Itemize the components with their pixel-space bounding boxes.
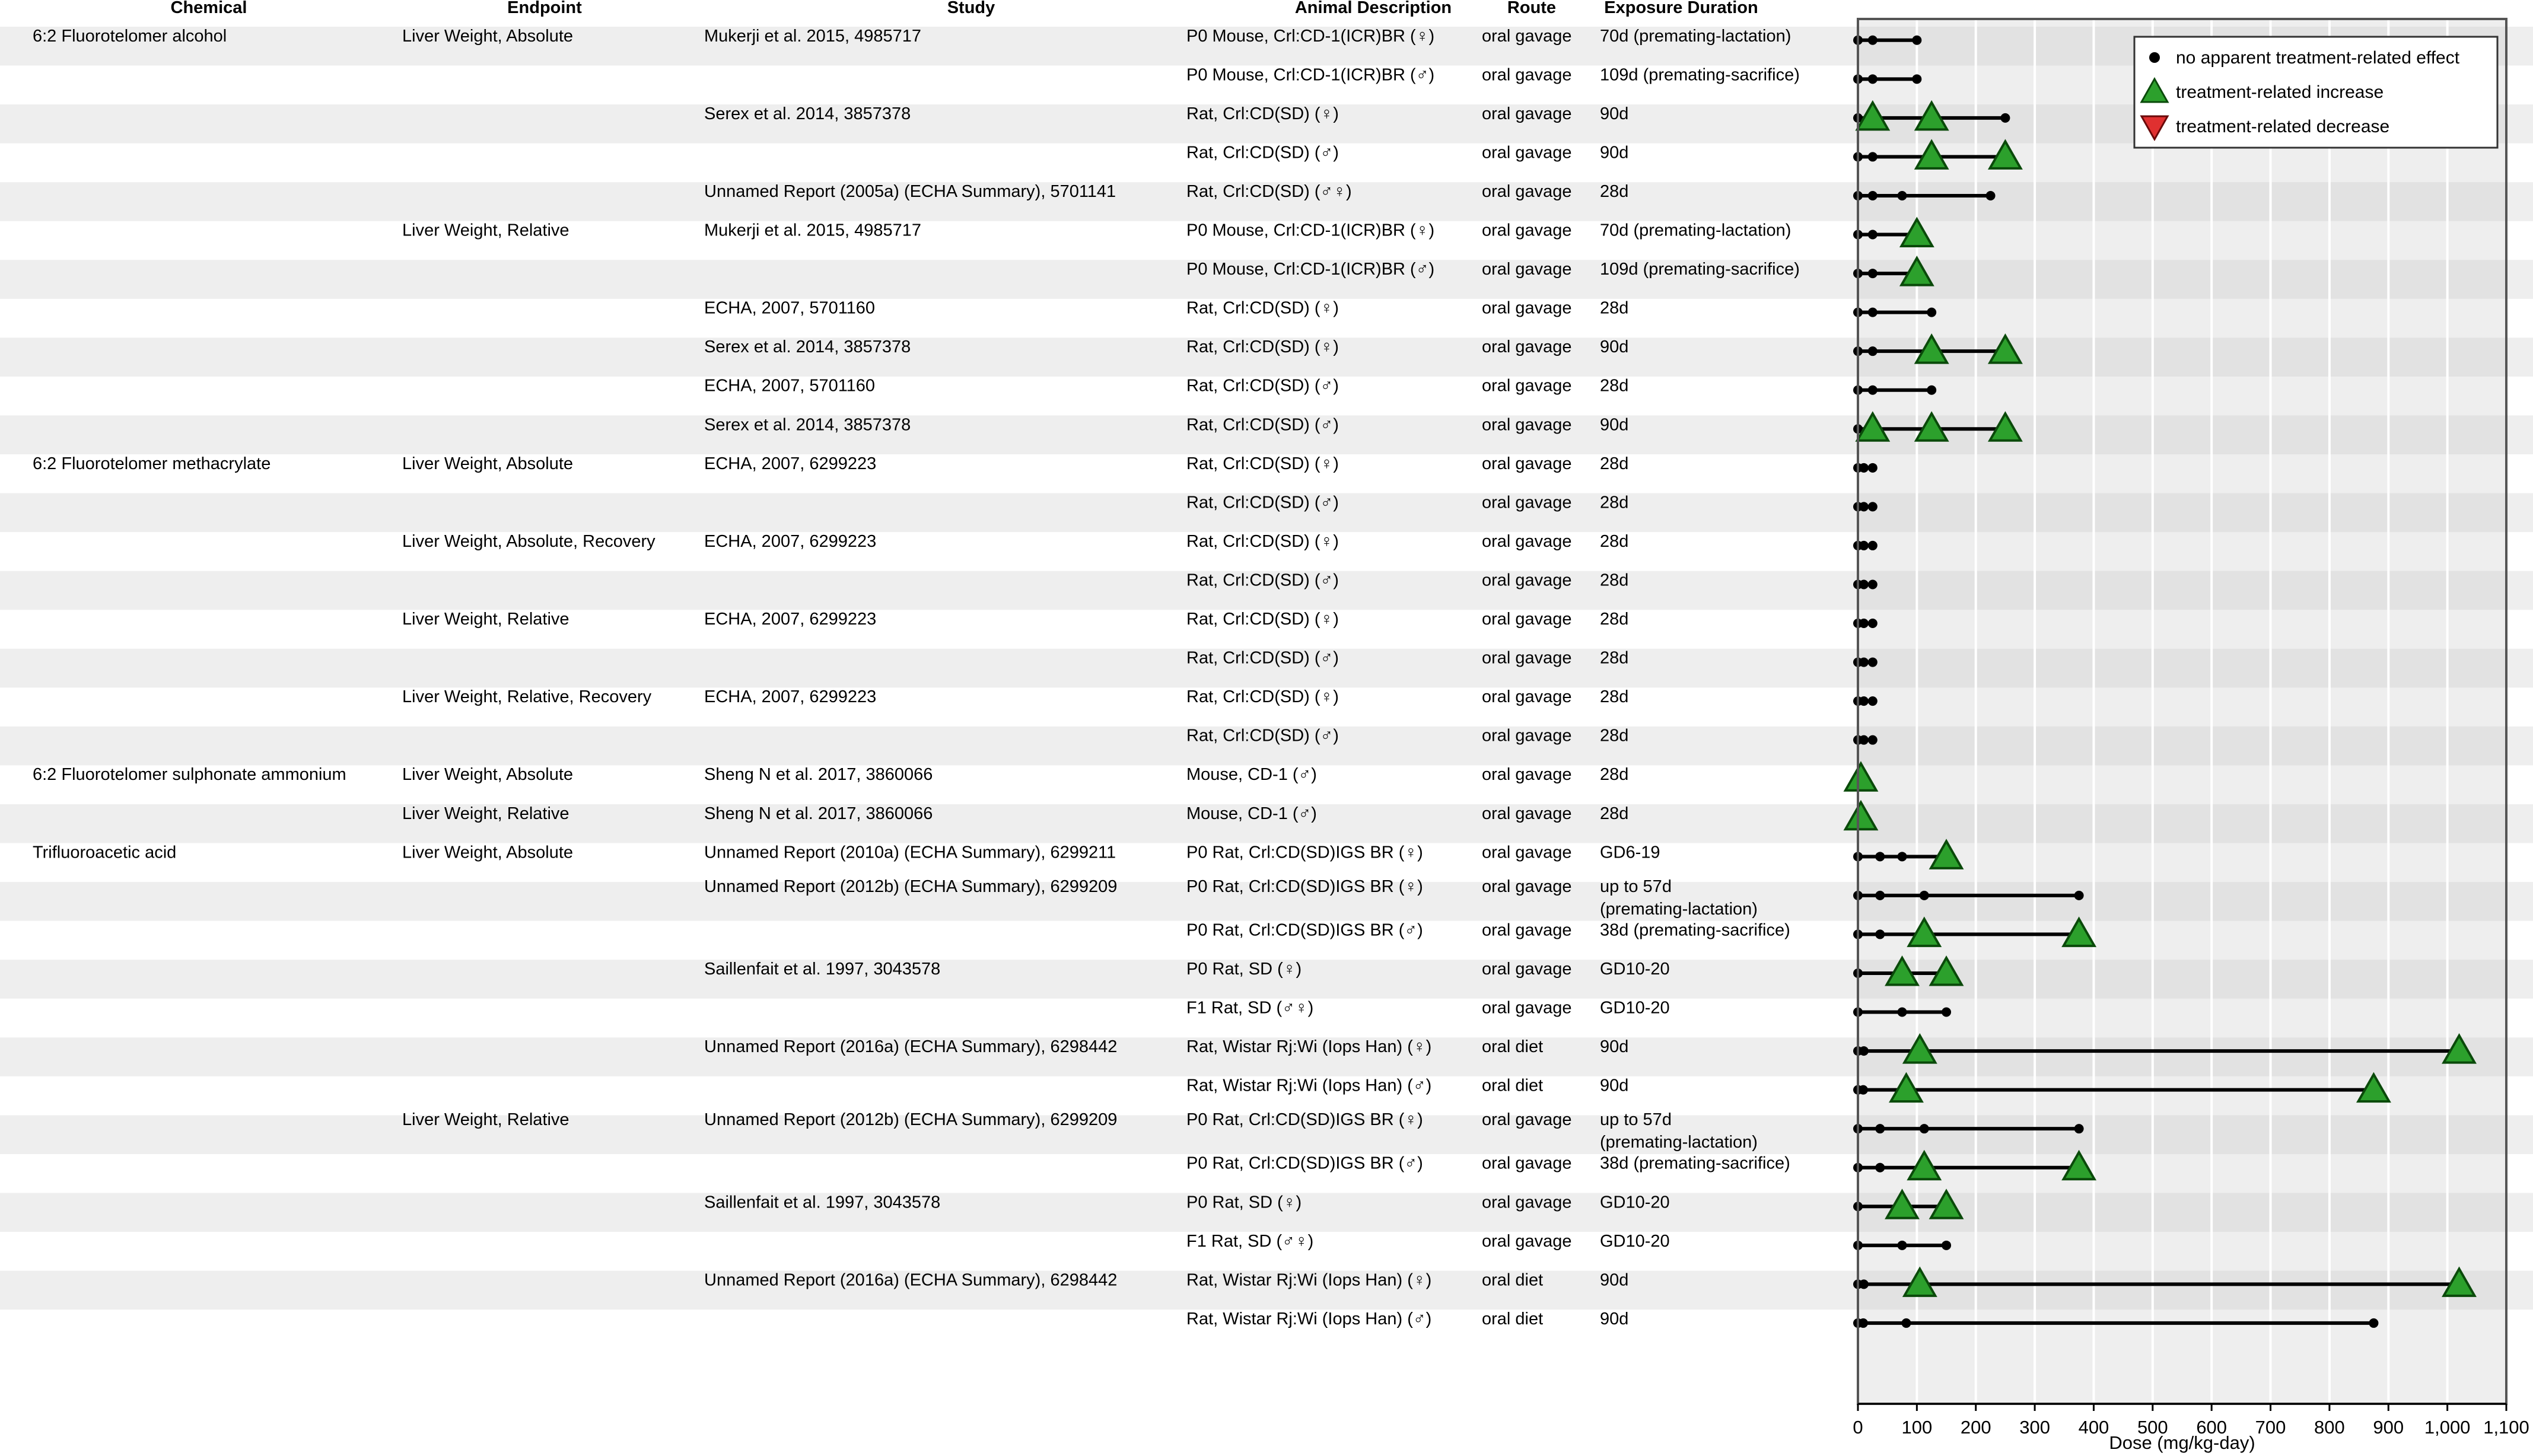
- duration-cell: 28d: [1600, 571, 1629, 590]
- x-tick-label: 700: [2255, 1417, 2286, 1438]
- duration-cell: 90d: [1600, 104, 1629, 123]
- duration-cell: 90d: [1600, 415, 1629, 435]
- animal-cell: Rat, Crl:CD(SD) (♂): [1186, 143, 1339, 163]
- column-header: Exposure Duration: [1604, 0, 1758, 17]
- no-effect-marker: [1868, 269, 1878, 278]
- chemical-cell: 6:2 Fluorotelomer methacrylate: [33, 454, 271, 473]
- no-effect-marker: [1875, 891, 1885, 900]
- route-cell: oral diet: [1482, 1037, 1544, 1057]
- animal-cell: Rat, Crl:CD(SD) (♂): [1186, 376, 1339, 396]
- animal-cell: P0 Rat, SD (♀): [1186, 1193, 1302, 1212]
- study-cell: Unnamed Report (2016a) (ECHA Summary), 6298442: [704, 1037, 1118, 1057]
- animal-cell: P0 Rat, Crl:CD(SD)IGS BR (♀): [1186, 1110, 1423, 1130]
- duration-cell: 90d: [1600, 1309, 1629, 1328]
- duration-cell: 28d: [1600, 454, 1629, 473]
- chemical-cell: 6:2 Fluorotelomer sulphonate ammonium: [33, 765, 346, 785]
- no-effect-marker: [1859, 1046, 1869, 1056]
- duration-cell: 28d: [1600, 298, 1629, 318]
- plot-row-shade: [1858, 649, 2506, 688]
- no-effect-marker: [1868, 463, 1878, 473]
- no-effect-marker: [1875, 1124, 1885, 1133]
- study-cell: Serex et al. 2014, 3857378: [704, 337, 911, 357]
- x-tick-label: 200: [1960, 1417, 1991, 1438]
- duration-cell: 90d: [1600, 1076, 1629, 1095]
- duration-cell: 90d: [1600, 337, 1629, 357]
- route-cell: oral gavage: [1482, 1193, 1572, 1212]
- endpoint-cell: Liver Weight, Absolute: [402, 454, 574, 473]
- plot-row-shade: [1858, 493, 2506, 533]
- endpoint-cell: Liver Weight, Relative: [402, 1110, 569, 1130]
- route-cell: oral gavage: [1482, 376, 1572, 396]
- animal-cell: Rat, Crl:CD(SD) (♀): [1186, 337, 1339, 357]
- duration-cell: 90d: [1600, 1270, 1629, 1290]
- animal-cell: Rat, Wistar Rj:Wi (Iops Han) (♀): [1186, 1270, 1432, 1290]
- duration-cell: 90d: [1600, 143, 1629, 163]
- animal-cell: Rat, Crl:CD(SD) (♀): [1186, 298, 1339, 318]
- legend-no-effect-marker: [2149, 52, 2160, 63]
- animal-cell: P0 Rat, Crl:CD(SD)IGS BR (♂): [1186, 1154, 1423, 1173]
- duration-cell: GD10-20: [1600, 1231, 1670, 1251]
- no-effect-marker: [1912, 36, 1921, 45]
- plot-row-shade: [1858, 727, 2506, 766]
- animal-cell: Rat, Crl:CD(SD) (♂): [1186, 726, 1339, 745]
- route-cell: oral gavage: [1482, 877, 1572, 896]
- study-cell: ECHA, 2007, 6299223: [704, 531, 877, 551]
- no-effect-marker: [1912, 74, 1921, 84]
- x-tick-label: 500: [2137, 1417, 2168, 1438]
- no-effect-marker: [1868, 191, 1878, 200]
- route-cell: oral gavage: [1482, 1154, 1572, 1173]
- no-effect-marker: [1868, 541, 1878, 550]
- x-axis-label: Dose (mg/kg-day): [2109, 1432, 2255, 1453]
- route-cell: oral gavage: [1482, 648, 1572, 668]
- animal-cell: Rat, Crl:CD(SD) (♂♀): [1186, 181, 1352, 201]
- no-effect-marker: [2074, 1124, 2084, 1133]
- plot-row-shade: [1858, 337, 2506, 377]
- no-effect-marker: [1859, 696, 1869, 706]
- no-effect-marker: [1859, 1085, 1868, 1095]
- duration-cell: GD10-20: [1600, 959, 1670, 979]
- animal-cell: P0 Mouse, Crl:CD-1(ICR)BR (♀): [1186, 26, 1435, 46]
- no-effect-marker: [1898, 1008, 1907, 1017]
- animal-cell: Rat, Crl:CD(SD) (♂): [1186, 493, 1339, 512]
- route-cell: oral gavage: [1482, 260, 1572, 279]
- plot-row-shade: [1858, 182, 2506, 221]
- duration-cell: 28d: [1600, 610, 1629, 629]
- animal-cell: Mouse, CD-1 (♂): [1186, 765, 1317, 785]
- column-header: Chemical: [170, 0, 247, 17]
- study-cell: Unnamed Report (2012b) (ECHA Summary), 6299209: [704, 877, 1118, 896]
- x-tick-label: 600: [2196, 1417, 2227, 1438]
- plot-row-shade: [1858, 1271, 2506, 1310]
- animal-cell: P0 Mouse, Crl:CD-1(ICR)BR (♂): [1186, 65, 1435, 85]
- animal-cell: Rat, Crl:CD(SD) (♀): [1186, 104, 1339, 123]
- x-tick-label: 400: [2078, 1417, 2109, 1438]
- animal-cell: F1 Rat, SD (♂♀): [1186, 1231, 1314, 1251]
- route-cell: oral gavage: [1482, 26, 1572, 46]
- plot-row-shade: [1858, 882, 2506, 921]
- no-effect-marker: [1859, 735, 1869, 745]
- no-effect-marker: [1898, 191, 1907, 200]
- duration-cell: 28d: [1600, 804, 1629, 823]
- legend-label: treatment-related increase: [2176, 82, 2384, 102]
- column-header: Study: [947, 0, 995, 17]
- endpoint-cell: Liver Weight, Absolute: [402, 765, 574, 785]
- route-cell: oral gavage: [1482, 998, 1572, 1018]
- plot-row-shade: [1858, 804, 2506, 843]
- route-cell: oral diet: [1482, 1309, 1544, 1328]
- endpoint-cell: Liver Weight, Absolute: [402, 843, 574, 862]
- route-cell: oral gavage: [1482, 920, 1572, 940]
- animal-cell: P0 Mouse, Crl:CD-1(ICR)BR (♂): [1186, 260, 1435, 279]
- animal-cell: P0 Rat, Crl:CD(SD)IGS BR (♀): [1186, 843, 1423, 862]
- no-effect-marker: [1859, 541, 1869, 550]
- route-cell: oral gavage: [1482, 493, 1572, 512]
- duration-cell: GD10-20: [1600, 998, 1670, 1018]
- duration-cell: 28d: [1600, 181, 1629, 201]
- x-tick-label: 0: [1853, 1417, 1863, 1438]
- animal-cell: Mouse, CD-1 (♂): [1186, 804, 1317, 823]
- animal-cell: Rat, Crl:CD(SD) (♂): [1186, 648, 1339, 668]
- study-cell: ECHA, 2007, 5701160: [704, 376, 876, 396]
- no-effect-marker: [1868, 658, 1878, 667]
- duration-cell: 28d: [1600, 493, 1629, 512]
- duration-cell: up to 57d: [1600, 877, 1672, 896]
- no-effect-marker: [1986, 191, 1996, 200]
- animal-cell: Rat, Crl:CD(SD) (♀): [1186, 610, 1339, 629]
- no-effect-marker: [1868, 696, 1878, 706]
- no-effect-marker: [1868, 74, 1878, 84]
- no-effect-marker: [1859, 463, 1869, 473]
- endpoint-cell: Liver Weight, Relative: [402, 610, 569, 629]
- animal-cell: P0 Rat, SD (♀): [1186, 959, 1302, 979]
- study-cell: ECHA, 2007, 5701160: [704, 298, 876, 318]
- duration-cell: 28d: [1600, 726, 1629, 745]
- no-effect-marker: [1859, 579, 1869, 589]
- route-cell: oral gavage: [1482, 454, 1572, 473]
- duration-cell: 28d: [1600, 376, 1629, 396]
- legend-label: treatment-related decrease: [2176, 117, 2390, 136]
- route-cell: oral gavage: [1482, 726, 1572, 745]
- route-cell: oral gavage: [1482, 571, 1572, 590]
- no-effect-marker: [1859, 658, 1869, 667]
- route-cell: oral gavage: [1482, 765, 1572, 785]
- duration-cell: 109d (premating-sacrifice): [1600, 65, 1800, 85]
- endpoint-cell: Liver Weight, Absolute: [402, 26, 574, 46]
- no-effect-marker: [1920, 1124, 1929, 1133]
- no-effect-marker: [1868, 152, 1878, 161]
- no-effect-marker: [2000, 113, 2010, 123]
- x-tick-label: 300: [2019, 1417, 2050, 1438]
- animal-cell: P0 Rat, Crl:CD(SD)IGS BR (♂): [1186, 920, 1423, 940]
- route-cell: oral diet: [1482, 1076, 1544, 1095]
- x-tick-label: 1,000: [2424, 1417, 2471, 1438]
- no-effect-marker: [1875, 1163, 1885, 1173]
- duration-cell: 70d (premating-lactation): [1600, 26, 1791, 46]
- no-effect-marker: [1875, 852, 1885, 861]
- route-cell: oral gavage: [1482, 804, 1572, 823]
- no-effect-marker: [1942, 1241, 1951, 1250]
- animal-cell: Rat, Crl:CD(SD) (♀): [1186, 687, 1339, 707]
- no-effect-marker: [1927, 385, 1936, 395]
- duration-cell: 38d (premating-sacrifice): [1600, 920, 1790, 940]
- no-effect-marker: [1898, 852, 1907, 861]
- endpoint-cell: Liver Weight, Relative: [402, 221, 569, 240]
- study-cell: Unnamed Report (2016a) (ECHA Summary), 6298442: [704, 1270, 1118, 1290]
- route-cell: oral gavage: [1482, 143, 1572, 163]
- animal-cell: Rat, Crl:CD(SD) (♂): [1186, 571, 1339, 590]
- plot-row-shade: [1858, 1037, 2506, 1076]
- column-header: Animal Description: [1294, 0, 1452, 17]
- duration-cell: (premating-lactation): [1600, 899, 1758, 919]
- x-tick-label: 800: [2314, 1417, 2345, 1438]
- no-effect-marker: [1942, 1008, 1951, 1017]
- study-cell: Saillenfait et al. 1997, 3043578: [704, 1193, 941, 1212]
- no-effect-marker: [1859, 502, 1869, 511]
- study-cell: Saillenfait et al. 1997, 3043578: [704, 959, 941, 979]
- no-effect-marker: [1920, 891, 1929, 900]
- route-cell: oral gavage: [1482, 337, 1572, 357]
- study-cell: Sheng N et al. 2017, 3860066: [704, 765, 933, 785]
- study-cell: ECHA, 2007, 6299223: [704, 610, 877, 629]
- route-cell: oral gavage: [1482, 959, 1572, 979]
- no-effect-marker: [1927, 308, 1936, 317]
- chemical-cell: 6:2 Fluorotelomer alcohol: [33, 26, 227, 46]
- study-cell: ECHA, 2007, 6299223: [704, 687, 877, 707]
- duration-cell: 28d: [1600, 687, 1629, 707]
- legend-label: no apparent treatment-related effect: [2176, 48, 2460, 68]
- no-effect-marker: [1868, 502, 1878, 511]
- plot-row-shade: [1858, 260, 2506, 299]
- no-effect-marker: [1868, 579, 1878, 589]
- no-effect-marker: [2369, 1318, 2378, 1328]
- animal-cell: Rat, Wistar Rj:Wi (Iops Han) (♂): [1186, 1309, 1432, 1328]
- legend: [2134, 37, 2497, 148]
- duration-cell: 28d: [1600, 531, 1629, 551]
- duration-cell: 28d: [1600, 765, 1629, 785]
- x-axis: [1853, 1404, 2529, 1453]
- duration-cell: up to 57d: [1600, 1110, 1672, 1130]
- no-effect-marker: [1868, 385, 1878, 395]
- animal-cell: F1 Rat, SD (♂♀): [1186, 998, 1314, 1018]
- animal-cell: Rat, Crl:CD(SD) (♀): [1186, 531, 1339, 551]
- duration-cell: 28d: [1600, 648, 1629, 668]
- study-cell: Mukerji et al. 2015, 4985717: [704, 26, 921, 46]
- no-effect-marker: [1859, 1279, 1869, 1289]
- endpoint-cell: Liver Weight, Absolute, Recovery: [402, 531, 655, 551]
- no-effect-marker: [1868, 346, 1878, 356]
- animal-cell: Rat, Crl:CD(SD) (♂): [1186, 415, 1339, 435]
- column-header: Route: [1507, 0, 1557, 17]
- animal-cell: P0 Mouse, Crl:CD-1(ICR)BR (♀): [1186, 221, 1435, 240]
- route-cell: oral gavage: [1482, 1231, 1572, 1251]
- duration-cell: 38d (premating-sacrifice): [1600, 1154, 1790, 1173]
- route-cell: oral gavage: [1482, 687, 1572, 707]
- route-cell: oral gavage: [1482, 610, 1572, 629]
- endpoint-cell: Liver Weight, Relative, Recovery: [402, 687, 652, 707]
- x-tick-label: 100: [1901, 1417, 1933, 1438]
- endpoint-cell: Liver Weight, Relative: [402, 804, 569, 823]
- route-cell: oral gavage: [1482, 104, 1572, 123]
- duration-cell: (premating-lactation): [1600, 1133, 1758, 1152]
- column-headers: [171, 0, 1758, 17]
- no-effect-marker: [2074, 891, 2084, 900]
- chemical-cell: Trifluoroacetic acid: [33, 843, 177, 862]
- column-header: Endpoint: [507, 0, 582, 17]
- x-tick-label: 900: [2373, 1417, 2404, 1438]
- route-cell: oral gavage: [1482, 221, 1572, 240]
- duration-cell: 90d: [1600, 1037, 1629, 1057]
- no-effect-marker: [1868, 735, 1878, 745]
- study-cell: Unnamed Report (2012b) (ECHA Summary), 6299209: [704, 1110, 1118, 1130]
- study-cell: ECHA, 2007, 6299223: [704, 454, 877, 473]
- animal-cell: Rat, Crl:CD(SD) (♀): [1186, 454, 1339, 473]
- no-effect-marker: [1868, 36, 1878, 45]
- duration-cell: 70d (premating-lactation): [1600, 221, 1791, 240]
- no-effect-marker: [1868, 619, 1878, 628]
- study-cell: Mukerji et al. 2015, 4985717: [704, 221, 921, 240]
- route-cell: oral gavage: [1482, 415, 1572, 435]
- animal-cell: Rat, Wistar Rj:Wi (Iops Han) (♂): [1186, 1076, 1432, 1095]
- route-cell: oral gavage: [1482, 531, 1572, 551]
- x-tick-label: 1,100: [2483, 1417, 2529, 1438]
- no-effect-marker: [1859, 619, 1869, 628]
- animal-cell: P0 Rat, Crl:CD(SD)IGS BR (♀): [1186, 877, 1423, 896]
- study-cell: Sheng N et al. 2017, 3860066: [704, 804, 933, 823]
- plot-row-shade: [1858, 571, 2506, 610]
- route-cell: oral gavage: [1482, 181, 1572, 201]
- study-cell: Serex et al. 2014, 3857378: [704, 104, 911, 123]
- route-cell: oral gavage: [1482, 843, 1572, 862]
- route-cell: oral gavage: [1482, 1110, 1572, 1130]
- no-effect-marker: [1859, 1318, 1868, 1328]
- no-effect-marker: [1901, 1318, 1911, 1328]
- study-cell: Unnamed Report (2005a) (ECHA Summary), 5701141: [704, 181, 1116, 201]
- route-cell: oral gavage: [1482, 65, 1572, 85]
- no-effect-marker: [1868, 230, 1878, 240]
- duration-cell: GD10-20: [1600, 1193, 1670, 1212]
- study-cell: Unnamed Report (2010a) (ECHA Summary), 6299211: [704, 843, 1116, 862]
- study-cell: Serex et al. 2014, 3857378: [704, 415, 911, 435]
- no-effect-marker: [1875, 929, 1885, 939]
- animal-cell: Rat, Wistar Rj:Wi (Iops Han) (♀): [1186, 1037, 1432, 1057]
- route-cell: oral gavage: [1482, 298, 1572, 318]
- duration-cell: 109d (premating-sacrifice): [1600, 260, 1800, 279]
- plot-row-shade: [1858, 1115, 2506, 1154]
- no-effect-marker: [1898, 1241, 1907, 1250]
- duration-cell: GD6-19: [1600, 843, 1660, 862]
- no-effect-marker: [1868, 308, 1878, 317]
- plot-row-shade: [1858, 416, 2506, 455]
- route-cell: oral diet: [1482, 1270, 1544, 1290]
